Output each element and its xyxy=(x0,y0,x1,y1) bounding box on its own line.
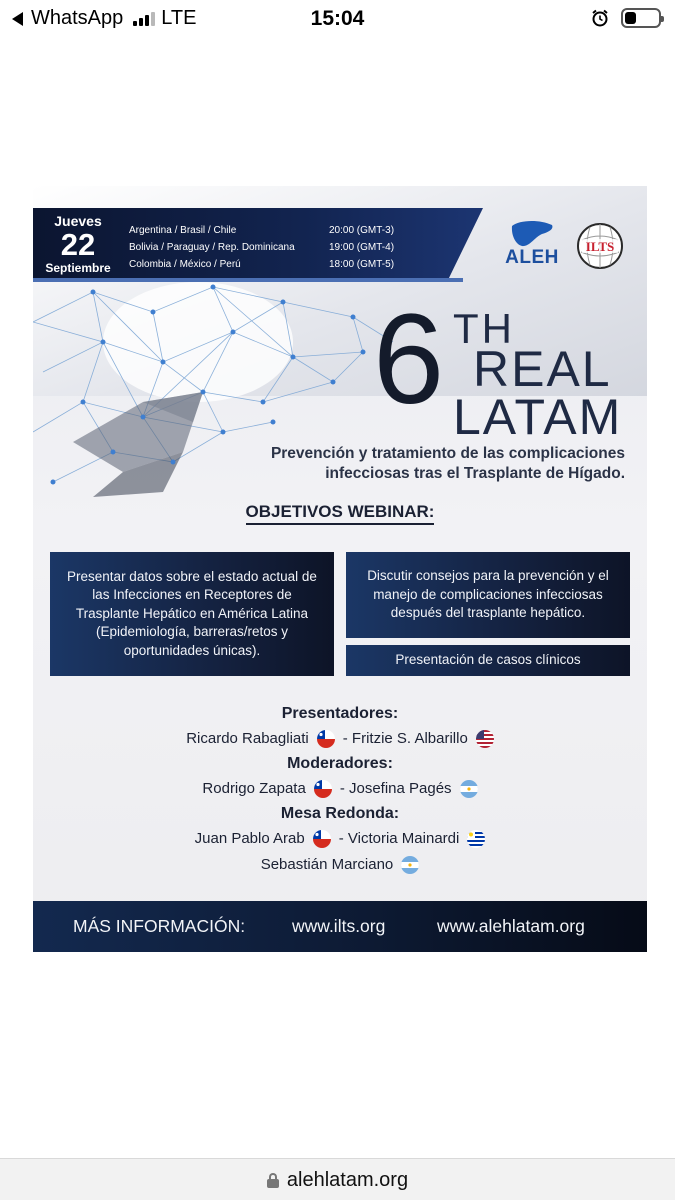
alarm-clock-icon xyxy=(591,9,609,27)
battery-icon xyxy=(621,8,661,28)
event-day: 22 xyxy=(60,227,96,262)
objectives-heading: OBJETIVOS WEBINAR: xyxy=(33,502,647,522)
liver-icon xyxy=(509,220,555,248)
webinar-poster xyxy=(33,186,647,952)
roundtable-line: Juan Pablo Arab - Victoria Mainardi xyxy=(33,826,647,852)
more-info-label: MÁS INFORMACIÓN: xyxy=(73,916,246,936)
address-url: alehlatam.org xyxy=(286,1169,409,1191)
network-type: LTE xyxy=(161,7,197,29)
status-bar xyxy=(0,0,675,40)
title-suffix: TH xyxy=(453,305,515,352)
chile-flag-icon xyxy=(317,730,335,748)
clock: 15:04 xyxy=(310,7,365,30)
ilts-url: www.ilts.org xyxy=(292,916,386,936)
chile-flag-icon xyxy=(314,780,332,798)
svg-text:ILTS: ILTS xyxy=(585,239,615,254)
argentina-flag-icon xyxy=(460,780,478,798)
aleh-logo: ALEH xyxy=(499,220,565,276)
schedule-row: Argentina / Brasil / Chile 20:00 (GMT-3) xyxy=(129,225,395,236)
aleh-url: www.alehlatam.org xyxy=(437,916,585,936)
schedule-row: Bolivia / Paraguay / Rep. Dominicana 19:00 (GMT-4) xyxy=(129,242,395,253)
poster-subtitle: Prevención y tratamiento de las complicaciones infecciosas tras el Trasplante de Hígado. xyxy=(270,445,625,482)
moderators-heading: Moderadores: xyxy=(287,755,393,772)
roundtable-line: Sebastián Marciano xyxy=(33,852,647,878)
usa-flag-icon xyxy=(476,730,494,748)
presenters-heading: Presentadores: xyxy=(281,705,399,722)
event-date xyxy=(38,213,118,281)
chile-flag-icon xyxy=(313,830,331,848)
network-illustration xyxy=(33,282,403,522)
more-info-footer xyxy=(33,901,647,952)
argentina-flag-icon xyxy=(401,856,419,874)
title-latam: LATAM xyxy=(453,389,623,445)
presenters-line: Ricardo Rabagliati - Fritzie S. Albarillo xyxy=(33,726,647,752)
ilts-logo xyxy=(576,222,624,270)
title-number: 6 xyxy=(373,288,445,431)
speakers-section xyxy=(33,702,647,878)
browser-address-bar[interactable] xyxy=(0,1158,675,1200)
event-weekday: Jueves xyxy=(54,213,102,229)
objective-box: Discutir consejos para la prevención y el manejo de complicaciones infecciosas después del trasplante hepático. xyxy=(346,552,630,638)
objective-box: Presentar datos sobre el estado actual de las Infecciones en Receptores de Trasplante Hepático en América Latina (Epidemiología, barreras/retos y oportunidades únicas). xyxy=(50,552,334,676)
schedule-row: Colombia / México / Perú 18:00 (GMT-5) xyxy=(129,259,395,270)
uruguay-flag-icon xyxy=(467,830,485,848)
objective-box: Presentación de casos clínicos xyxy=(346,645,630,676)
event-month: Septiembre xyxy=(45,261,111,275)
roundtable-heading: Mesa Redonda: xyxy=(280,805,400,822)
lock-icon xyxy=(267,1173,279,1188)
moderators-line: Rodrigo Zapata - Josefina Pagés xyxy=(33,776,647,802)
address-field[interactable] xyxy=(0,1169,675,1192)
schedule-table xyxy=(129,222,419,273)
title-real: REAL xyxy=(473,341,612,397)
back-app-label: WhatsApp xyxy=(31,7,124,29)
